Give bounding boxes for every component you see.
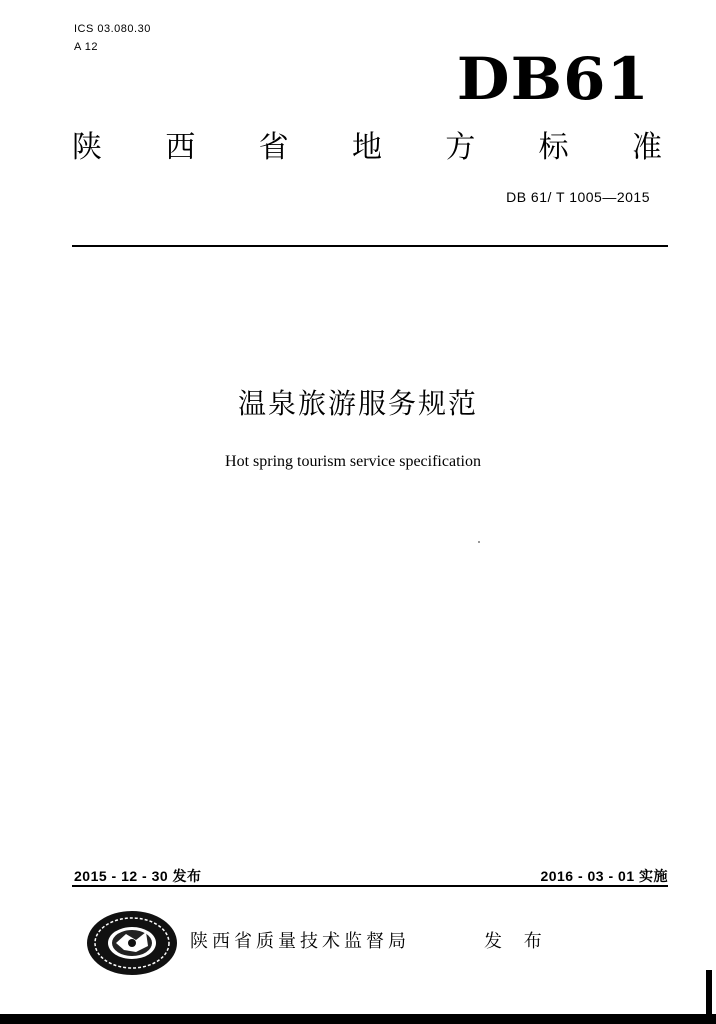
standard-title-char: 省 (258, 130, 289, 165)
standard-title-char: 方 (445, 130, 476, 165)
standard-title-char: 西 (165, 130, 196, 165)
brand-db61: DB61 (456, 45, 650, 113)
bottom-divider (72, 885, 668, 887)
standard-number: DB 61/ T 1005—2015 (506, 189, 650, 205)
scan-edge-bottom (0, 1014, 716, 1024)
document-title-en: Hot spring tourism service specification (225, 453, 481, 470)
standard-title-char: 陕 (72, 130, 102, 165)
issuer-name: 陕西省质量技术监督局 (190, 931, 410, 952)
standard-title-char: 准 (631, 130, 662, 165)
standard-title-char: 地 (351, 130, 382, 165)
publish-date: 2015 - 12 - 30 发布 (74, 868, 202, 884)
scan-speck (478, 541, 480, 543)
issuer-seal-emblem (86, 910, 178, 976)
document-title-cn: 温泉旅游服务规范 (237, 387, 478, 420)
ics-code: ICS 03.080.30 (74, 23, 151, 35)
standard-title-char: 标 (538, 130, 569, 165)
scan-edge-right (706, 970, 712, 1024)
top-divider (72, 245, 668, 247)
standard-category-title (72, 130, 662, 166)
issue-label: 发 布 (484, 931, 550, 952)
implement-date: 2016 - 03 - 01 实施 (540, 868, 668, 884)
classification-code: A 12 (74, 41, 99, 53)
